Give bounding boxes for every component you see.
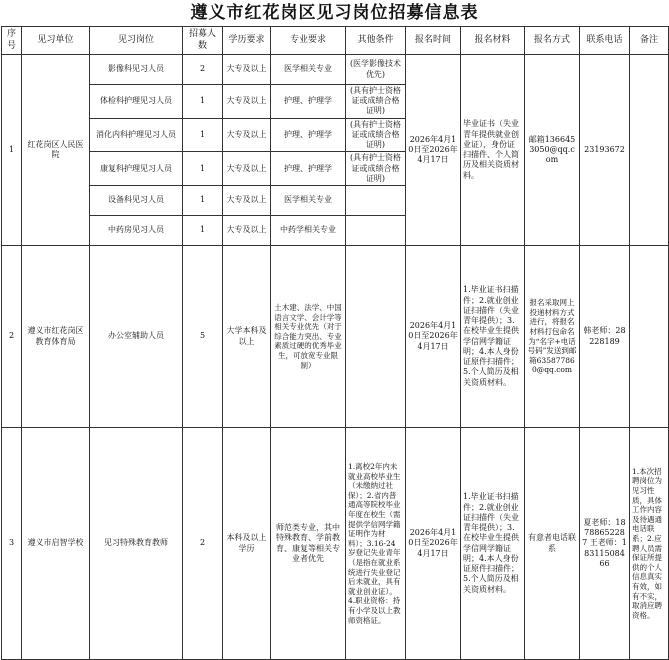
table-row [2,246,669,428]
major-requirement: 医学相关专业 [271,186,346,216]
major-requirement: 护理、护理学 [271,118,346,152]
position-count: 2 [183,55,223,85]
education-requirement: 大专及以上 [223,216,271,246]
remarks [630,246,669,428]
other-conditions [346,246,406,428]
position-name: 设备科见习人员 [90,186,183,216]
position-name: 康复科护理见习人员 [90,152,183,186]
registration-time: 2026年4月10日至2026年4月17日 [406,55,461,246]
position-count: 5 [183,246,223,428]
remarks: 1.本次招聘岗位为见习性质，具体工作内容及待遇通电话联系；2.应聘人员需保证所提供的个人信息真实有效，如有不实，取消应聘资格。 [630,428,669,660]
major-requirement: 土木建、法学、中国语言文学、会计学等相关专业优先（对于综合能力突出、专业素质过硬的优秀毕业生，可放宽专业限制） [271,246,346,428]
header-cell: 联系电话 [580,27,630,55]
header-cell: 报名时间 [406,27,461,55]
registration-materials: 1.毕业证书扫描件；2.就业创业证扫描件（失业青年提供）；3.在校毕业生提供学信网学籍证明；4.本人身份证原件扫描件；5.个人简历及相关资质材料。 [461,428,525,660]
registration-time: 2026年4月10日至2026年4月17日 [406,428,461,660]
position-name: 办公室辅助人员 [90,246,183,428]
registration-method: 报名采取网上投递材料方式进行，将报名材料打包命名为“名字+电话号码”发送到邮箱635877860@qq.com [525,246,580,428]
header-cell: 报名材料 [461,27,525,55]
unit-name: 红花岗区人民医院 [22,55,90,246]
other-conditions: (医学影像技术优先) [346,55,406,85]
row-number: 2 [2,246,22,428]
row-number: 1 [2,55,22,246]
position-name: 见习特殊教育教师 [90,428,183,660]
header-cell: 报名方式 [525,27,580,55]
position-name: 消化内科护理见习人员 [90,118,183,152]
position-count: 2 [183,428,223,660]
position-name: 中药房见习人员 [90,216,183,246]
position-count: 1 [183,85,223,119]
contact-phone: 夏老师：18788652287 王老师：18311508466 [580,428,630,660]
other-conditions [346,186,406,216]
education-requirement: 大专及以上 [223,186,271,216]
major-requirement: 师范类专业，其中特殊教育、学前教育、康复等相关专业者优先 [271,428,346,660]
education-requirement: 大专及以上 [223,152,271,186]
other-conditions [346,216,406,246]
header-cell: 序号 [2,27,22,55]
registration-materials: 毕业证书（失业青年提供就业创业证），身份证扫描件、个人简历及相关资质材料。 [461,55,525,246]
education-requirement: 本科及以上学历 [223,428,271,660]
registration-time: 2026年4月10日至2026年4月17日 [406,246,461,428]
remarks [630,55,669,246]
header-cell: 备注 [630,27,669,55]
position-count: 1 [183,186,223,216]
registration-method: 有意者电话联系 [525,428,580,660]
other-conditions: (具有护士资格证或成绩合格证明) [346,85,406,119]
position-count: 1 [183,118,223,152]
table-row [2,55,669,85]
table-header-row [2,27,669,55]
row-number: 3 [2,428,22,660]
unit-name: 遵义市启智学校 [22,428,90,660]
position-count: 1 [183,152,223,186]
unit-name: 遵义市红花岗区教育体育局 [22,246,90,428]
recruitment-table [1,26,669,660]
major-requirement: 中药学相关专业 [271,216,346,246]
major-requirement: 护理、护理学 [271,152,346,186]
position-name: 体检科护理见习人员 [90,85,183,119]
header-cell: 见习岗位 [90,27,183,55]
education-requirement: 大专及以上 [223,118,271,152]
education-requirement: 大专及以上 [223,85,271,119]
other-conditions: (具有护士资格证或成绩合格证明) [346,152,406,186]
registration-method: 邮箱1366453050@qq.com [525,55,580,246]
education-requirement: 大专及以上 [223,55,271,85]
header-cell: 学历要求 [223,27,271,55]
position-count: 1 [183,216,223,246]
header-cell: 专业要求 [271,27,346,55]
education-requirement: 大学本科及以上 [223,246,271,428]
table-row [2,428,669,660]
other-conditions: 1.离校2年内未就业高校毕业生（未缴纳过社保）；2.省内普通高等院校毕业年度在校生（需提供学信网学籍证明作为材料）；3.16-24岁登记失业青年（是指在就业系统进行失业登记后未就业，具有就业创业证）。4.职业资格：持有小学及以上教师资格证。 [346,428,406,660]
page-title: 遵义市红花岗区见习岗位招募信息表 [190,3,479,23]
other-conditions: (具有护士资格证或成绩合格证明) [346,118,406,152]
position-name: 影像科见习人员 [90,55,183,85]
header-cell: 其他条件 [346,27,406,55]
major-requirement: 医学相关专业 [271,55,346,85]
major-requirement: 护理、护理学 [271,85,346,119]
header-cell: 招募人数 [183,27,223,55]
contact-phone: 韩老师：28228189 [580,246,630,428]
registration-materials: 1.毕业证书扫描件；2.就业创业证扫描件（失业青年提供）；3.在校毕业生提供学信网学籍证明；4.本人身份证原件扫描件；5.个人简历及相关资质材料。 [461,246,525,428]
header-cell: 见习单位 [22,27,90,55]
contact-phone: 23193672 [580,55,630,246]
